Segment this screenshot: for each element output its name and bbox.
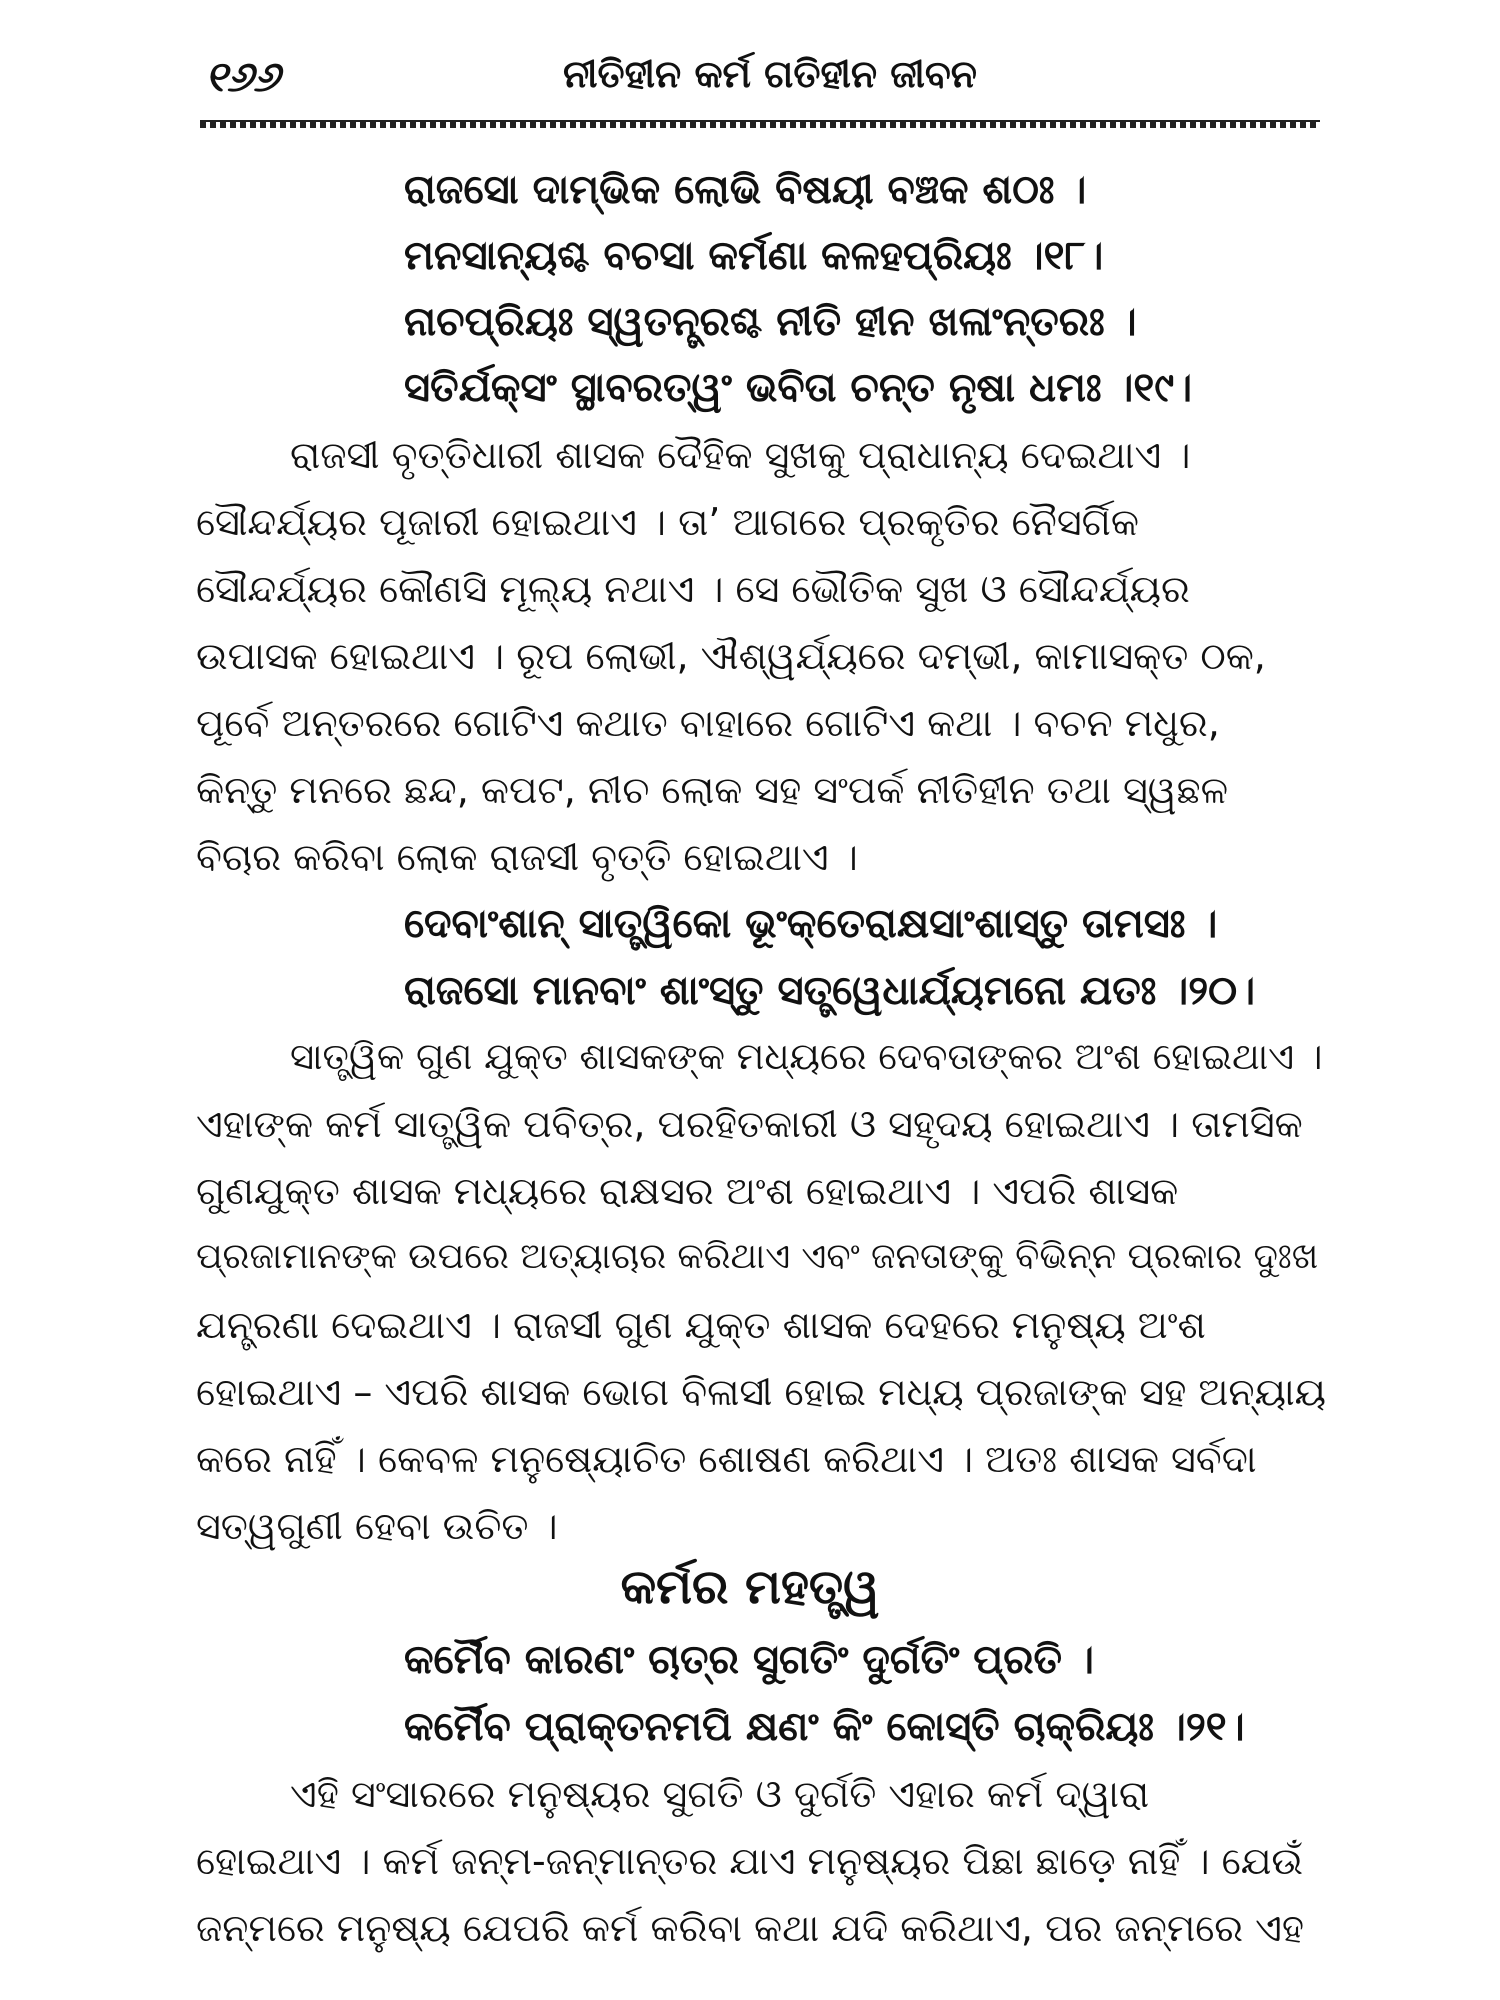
verse-line: କର୍ମୈବ ପ୍ରାକ୍ତନମପି କ୍ଷଣଂ କିଂ କୋସ୍ତି ଚାକ୍ରିୟଃ ।୨୧। — [404, 1704, 1245, 1750]
paragraph-line: ଏହି ସଂସାରରେ ମନୁଷ୍ୟର ସୁଗତି ଓ ଦୁର୍ଗତି ଏହାର କର୍ମ ଦ୍ୱାରା — [290, 1772, 1150, 1816]
paragraph-line: ବିଚାର କରିବା ଲୋକ ରାଜସୀ ବୃତ୍ତି ହୋଇଥାଏ । — [196, 835, 858, 879]
paragraph-line: ଉପାସକ ହୋଇଥାଏ । ରୂପ ଲୋଭୀ, ଐଶ୍ୱର୍ଯ୍ୟରେ ଦମ୍ଭୀ, କାମାସକ୍ତ ଠକ, — [196, 634, 1266, 678]
paragraph-line: ଜନ୍ମରେ ମନୁଷ୍ୟ ଯେପରି କର୍ମ କରିବା କଥା ଯଦି କରିଥାଏ, ପର ଜନ୍ମରେ ଏହ — [196, 1906, 1305, 1950]
paragraph-line: କରେ ନାହିଁ । କେବଳ ମନୁଷ୍ୟୋଚିତ ଶୋଷଣ କରିଥାଏ । ଅତଃ ଶାସକ ସର୍ବଦା — [196, 1437, 1257, 1481]
paragraph-line: କିନ୍ତୁ ମନରେ ଛନ୍ଦ, କପଟ, ନୀଚ ଲୋକ ସହ ସଂପର୍କ ନୀତିହୀନ ତଥା ସ୍ୱଛଳ — [196, 768, 1229, 812]
verse-line: କର୍ମୈବ କାରଣଂ ଚାତ୍ର ସୁଗତିଂ ଦୁର୍ଗତିଂ ପ୍ରତି । — [404, 1637, 1094, 1683]
paragraph-line: ସୌନ୍ଦର୍ଯ୍ୟର କୌଣସି ମୂଲ୍ୟ ନଥାଏ । ସେ ଭୌତିକ ସୁଖ ଓ ସୌନ୍ଦର୍ଯ୍ୟର — [196, 567, 1190, 611]
header-rule — [200, 120, 1320, 128]
paragraph-line: ଯନ୍ତ୍ରଣା ଦେଇଥାଏ । ରାଜସୀ ଗୁଣ ଯୁକ୍ତ ଶାସକ ଦେହରେ ମନୁଷ୍ୟ ଅଂଶ — [196, 1303, 1206, 1347]
paragraph-line: ଏହାଙ୍କ କର୍ମ ସାତ୍ତ୍ୱିକ ପବିତ୍ର, ପରହିତକାରୀ ଓ ସହୃଦୟ ହୋଇଥାଏ । ତାମସିକ — [196, 1102, 1303, 1146]
paragraph-line: ସାତ୍ତ୍ୱିକ ଗୁଣ ଯୁକ୍ତ ଶାସକଙ୍କ ମଧ୍ୟରେ ଦେବତାଙ୍କର ଅଂଶ ହୋଇଥାଏ । — [290, 1035, 1323, 1078]
section-heading: କର୍ମର ମହତ୍ତ୍ୱ — [620, 1559, 880, 1615]
running-head — [205, 52, 1315, 122]
paragraph-line: ପୂର୍ବେ ଅନ୍ତରରେ ଗୋଟିଏ କଥାତ ବାହାରେ ଗୋଟିଏ କଥା । ବଚନ ମଧୁର, — [196, 701, 1220, 745]
page-number: ୧୬୬ — [205, 52, 280, 101]
paragraph-line: ରାଜସୀ ବୃତ୍ତିଧାରୀ ଶାସକ ଦୈହିକ ସୁଖକୁ ପ୍ରାଧାନ୍ୟ ଦେଇଥାଏ । — [290, 433, 1191, 477]
paragraph-line: ହୋଇଥାଏ – ଏପରି ଶାସକ ଭୋଗ ବିଳାସୀ ହୋଇ ମଧ୍ୟ ପ୍ରଜାଙ୍କ ସହ ଅନ୍ୟାୟ — [196, 1370, 1326, 1414]
paragraph-line: ଗୁଣଯୁକ୍ତ ଶାସକ ମଧ୍ୟରେ ରାକ୍ଷସର ଅଂଶ ହୋଇଥାଏ । ଏପରି ଶାସକ — [196, 1169, 1179, 1213]
paragraph-line: ସୌନ୍ଦର୍ଯ୍ୟର ପୂଜାରୀ ହୋଇଥାଏ । ତା’ ଆଗରେ ପ୍ରକୃତିର ନୈସର୍ଗିକ — [196, 500, 1139, 544]
paragraph-line: ହୋଇଥାଏ । କର୍ମ ଜନ୍ମ-ଜନ୍ମାନ୍ତର ଯାଏ ମନୁଷ୍ୟର ପିଛା ଛାଡ଼େ ନାହିଁ । ଯେଉଁ — [196, 1839, 1304, 1883]
running-title: ନୀତିହୀନ କର୍ମ ଗତିହୀନ ଜୀବନ — [563, 52, 977, 96]
paragraph-line: ସତ୍ୱଗୁଣୀ ହେବା ଉଚିତ । — [196, 1504, 558, 1548]
verse-line: ମନସାନ୍ୟଶ୍ଚ ବଚସା କର୍ମଣା କଳହପ୍ରିୟଃ ।୧୮। — [404, 233, 1104, 279]
verse-line: ନାଚପ୍ରିୟଃ ସ୍ୱତନ୍ତ୍ରଶ୍ଚ ନୀତି ହୀନ ଖଳାଂନ୍ତରଃ । — [404, 299, 1137, 345]
verse-line: ସତିର୍ଯକ୍ସଂ ସ୍ଥାବରତ୍ୱଂ ଭବିତା ଚନ୍ତ ନୃଷା ଧମଃ ।୧୯। — [404, 365, 1193, 411]
paragraph-line: ପ୍ରଜାମାନଙ୍କ ଉପରେ ଅତ୍ୟାଚାର କରିଥାଏ ଏବଂ ଜନତାଙ୍କୁ ବିଭିନ୍ନ ପ୍ରକାର ଦୁଃଖ — [196, 1236, 1319, 1277]
verse-line: ଦେବାଂଶାନ୍ ସାତ୍ତ୍ୱିକୋ ଭୂଂକ୍ତେରାକ୍ଷସାଂଶାସ୍ତୁ ତାମସଃ । — [404, 901, 1218, 947]
verse-line: ରାଜସୋ ମାନବାଂ ଶାଂସ୍ତୁ ସତ୍ତ୍ୱେଧାର୍ଯ୍ୟମନୋ ଯତଃ ।୨୦। — [404, 968, 1256, 1014]
verse-line: ରାଜସୋ ଦାମ୍ଭିକ ଲୋଭି ବିଷୟୀ ବଞ୍ଚକ ଶଠଃ । — [404, 167, 1087, 213]
